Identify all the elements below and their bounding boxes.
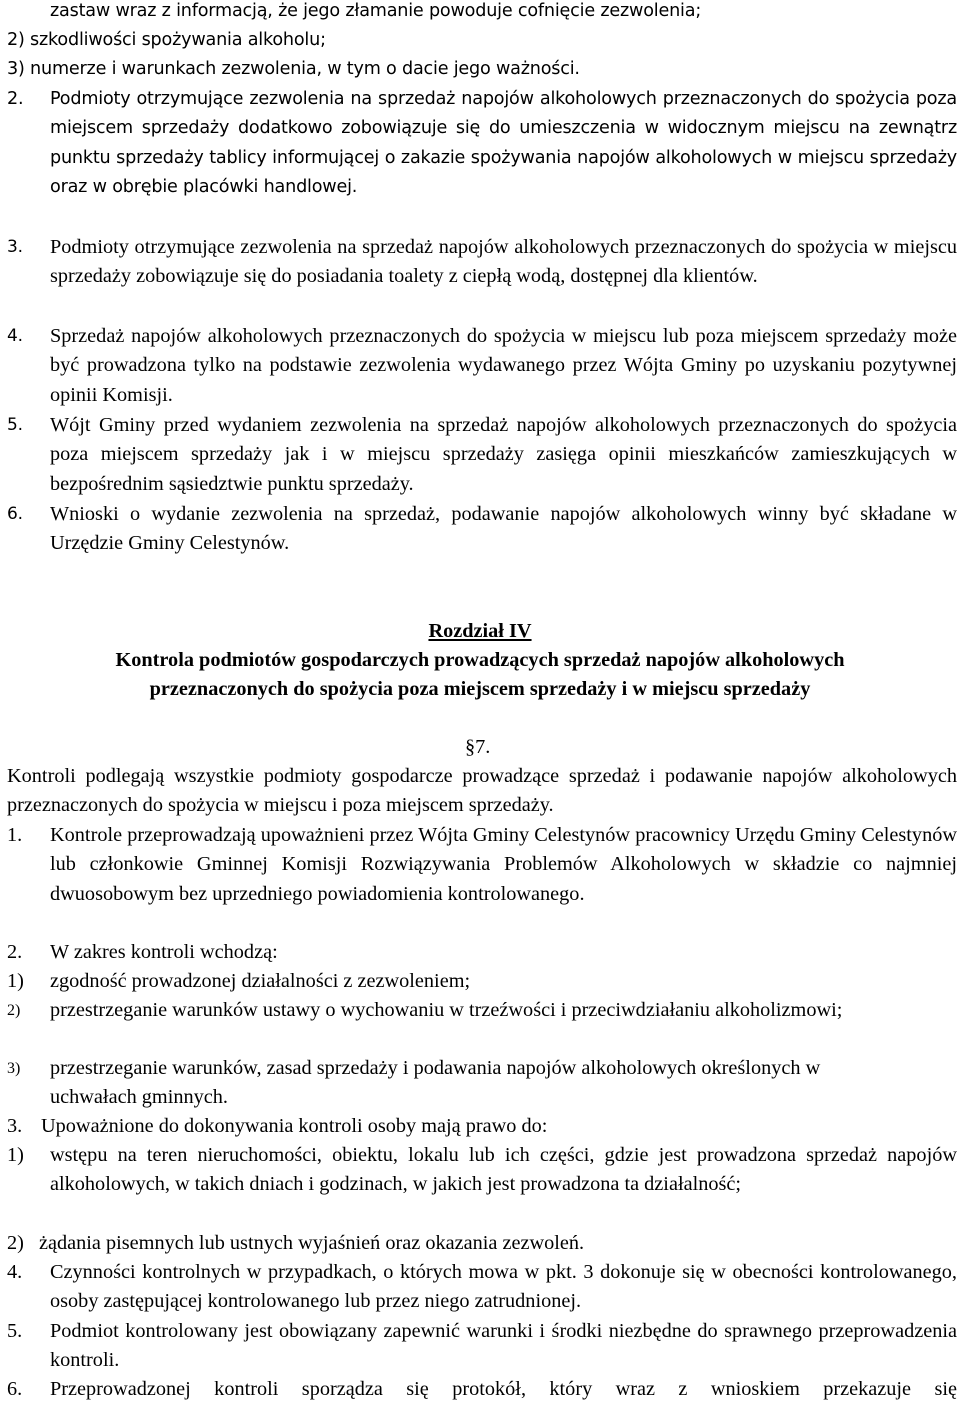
- item-number: 3.: [7, 1115, 23, 1137]
- section-intro-text: Kontroli podlegają wszystkie podmioty gospodarcze prowadzące sprzedaż i podawanie napojów alkoholowych przeznaczonych do spożycia w miejscu i poza miejscem sprzedaży.: [7, 765, 957, 817]
- item-text: W zakres kontroli wchodzą:: [50, 941, 278, 963]
- paragraph-number: 4.: [7, 326, 23, 346]
- chapter-subtitle-line2: przeznaczonych do spożycia poza miejscem sprzedaży i w miejscu sprzedaży: [149, 678, 811, 700]
- item-text: Kontrole przeprowadzają upoważnieni przez Wójta Gminy Celestynów pracownicy Urzędu Gminy Celestynów lub członkowie Gminnej Komisji Rozwiązywania Problemów Alkoholowych w składzie co najmniej dwuosobowym bez uprzedniego powiadomienia kontrolowanego.: [50, 824, 957, 905]
- subitem-3-2: [7, 1229, 957, 1258]
- item-text: Czynności kontrolnych w przypadkach, o których mowa w pkt. 3 dokonuje się w obecności kontrolowanego, osoby zastępującej kontrolowanego lub przez niego zatrudnionej.: [50, 1261, 957, 1313]
- item-number: 6.: [7, 1378, 23, 1400]
- subitem-2-1: [7, 967, 957, 996]
- item-number: 2.: [7, 941, 23, 963]
- text-line: zastaw wraz z informacją, że jego złamanie powoduje cofnięcie zezwolenia;: [50, 1, 702, 21]
- subitem-number: 1): [7, 1144, 24, 1166]
- list-item: 3) numerze i warunkach zezwolenia, w tym o dacie jego ważności.: [7, 59, 580, 79]
- item-text: Przeprowadzonej kontroli sporządza się protokół, który wraz z wnioskiem przekazuje się: [50, 1378, 957, 1400]
- subitem-text: wstępu na teren nieruchomości, obiektu, lokalu lub ich części, gdzie jest prowadzona sprzedaż napojów alkoholowych, w takich dniach i godzinach, w jakich jest prowadzona ta działalność;: [50, 1144, 957, 1196]
- paragraph-number: 2.: [7, 89, 24, 109]
- section-intro: [7, 762, 957, 821]
- list-item: 2) szkodliwości spożywania alkoholu;: [7, 30, 326, 50]
- subitem-number: 1): [7, 970, 24, 992]
- item-number: 1.: [7, 824, 23, 846]
- paragraph-text: Wójt Gminy przed wydaniem zezwolenia na sprzedaż napojów alkoholowych przeznaczonych do spożycia poza miejscem sprzedaży jak i w miejscu sprzedaży zasięga opinii mieszkańców zamieszkujących w bezpośrednim sąsiedztwie punktu sprzedaży.: [50, 414, 957, 495]
- item-text: Podmiot kontrolowany jest obowiązany zapewnić warunki i środki niezbędne do sprawnego przeprowadzenia kontroli.: [50, 1320, 957, 1372]
- paragraph-number: 3.: [7, 237, 23, 257]
- paragraph-5: [7, 411, 957, 499]
- subitem-text: przestrzeganie warunków ustawy o wychowaniu w trzeźwości i przeciwdziałaniu alkoholizmowi;: [50, 999, 843, 1021]
- subitem-text: przestrzeganie warunków, zasad sprzedaży i podawania napojów alkoholowych określonych w uchwałach gminnych.: [50, 1057, 821, 1109]
- paragraph-text: Podmioty otrzymujące zezwolenia na sprzedaż napojów alkoholowych przeznaczonych do spożycia w miejscu sprzedaży zobowiązuje się do posiadania toalety z ciepłą wodą, dostępnej dla klientów.: [50, 236, 957, 288]
- subitem-text: zgodność prowadzonej działalności z zezwoleniem;: [50, 970, 471, 992]
- paragraph-number: 6.: [7, 504, 23, 524]
- subitem-text: żądania pisemnych lub ustnych wyjaśnień oraz okazania zezwoleń.: [39, 1232, 585, 1254]
- item-2: [7, 938, 957, 967]
- item-text: Upoważnione do dokonywania kontroli osoby mają prawo do:: [41, 1115, 548, 1137]
- paragraph-6: [7, 500, 957, 559]
- paragraph-number: 5.: [7, 415, 23, 435]
- chapter-subtitle-line1: Kontrola podmiotów gospodarczych prowadzących sprzedaż napojów alkoholowych: [115, 649, 845, 671]
- subitem-number: 2): [7, 1232, 24, 1254]
- chapter-title: Rozdział IV: [428, 620, 532, 642]
- subitem-2-2: [7, 996, 867, 1025]
- subitem-3-1: [7, 1141, 957, 1200]
- subitem-number: 3): [7, 1060, 21, 1077]
- item-number: 4.: [7, 1261, 23, 1283]
- paragraph-4: [7, 322, 957, 410]
- item-6: [7, 1375, 957, 1404]
- subitem-number: 2): [7, 1002, 21, 1019]
- item-number: 5.: [7, 1320, 23, 1342]
- subitem-2-3: [7, 1054, 867, 1113]
- paragraph-text: Sprzedaż napojów alkoholowych przeznaczonych do spożycia w miejscu lub poza miejscem sprzedaży może być prowadzona tylko na podstawie zezwolenia wydawanego przez Wójta Gminy po uzyskaniu pozytywnej opinii Komisji.: [50, 325, 957, 406]
- paragraph-text: Podmioty otrzymujące zezwolenia na sprzedaż napojów alkoholowych przeznaczonych do spożycia poza miejscem sprzedaży dodatkowo zobowiązuje się do umieszczenia w widocznym miejscu na zewnątrz punktu sprzedaży tablicy informującej o zakazie spożywania napojów alkoholowych w miejscu sprzedaży oraz w obrębie placówki handlowej.: [50, 89, 957, 197]
- item-4: [7, 1258, 957, 1317]
- item-5: [7, 1317, 957, 1376]
- paragraph-text: Wnioski o wydanie zezwolenia na sprzedaż, podawanie napojów alkoholowych winny być składane w Urzędzie Gminy Celestynów.: [50, 503, 957, 555]
- item-3: [7, 1112, 957, 1141]
- paragraph-3: [7, 233, 957, 292]
- item-1: [7, 821, 957, 909]
- section-mark: §7.: [465, 736, 491, 758]
- paragraph-2: [7, 85, 957, 202]
